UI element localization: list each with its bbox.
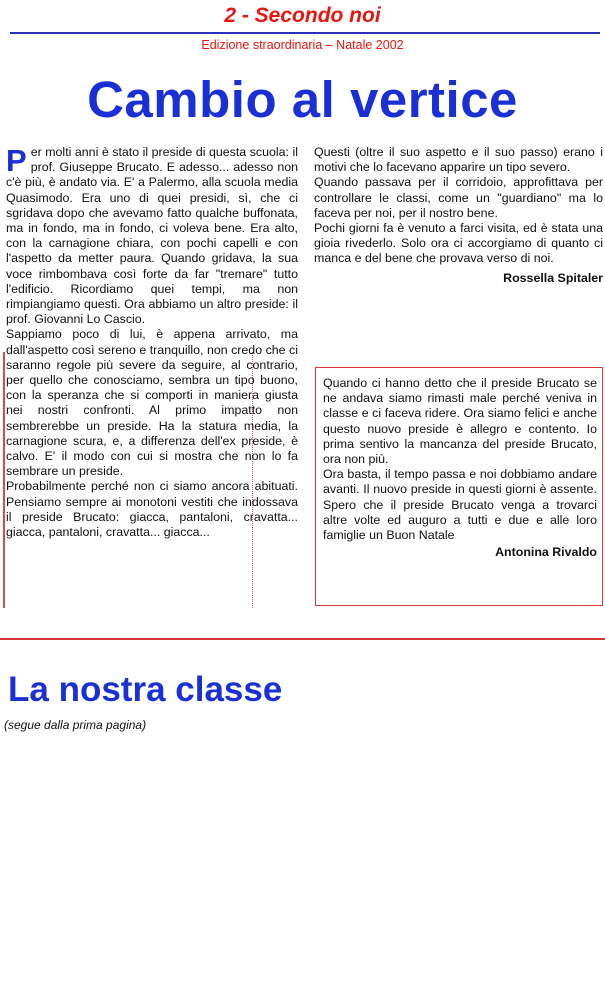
drop-cap: P: [6, 143, 27, 178]
boxed-article-author: Antonina Rivaldo: [495, 545, 597, 560]
article-author: Rossella Spitaler: [503, 270, 603, 285]
article-paragraph: Questi (oltre il suo aspetto e il suo passo) erano i motivi che lo facevano apparire un tipo severo.: [314, 145, 603, 175]
section-title: La nostra classe: [8, 670, 283, 709]
boxed-paragraph: Quando ci hanno detto che il preside Brucato se ne andava siamo rimasti male perché veniva in classe e ci faceva ridere. Ora siamo felici e anche questo nuovo preside è allegro e contento. Io prima sentivo la mancanza del preside Brucato, ora non più.: [323, 376, 597, 467]
article-paragraph: Probabilmente perché non ci siamo ancora abituati. Pensiamo sempre ai monotoni vestiti che indossava il preside Brucato: giacca, pantaloni, cravatta... giacca, pantaloni, cravatta... giacca...: [6, 479, 298, 540]
section-subtitle: (segue dalla prima pagina): [4, 718, 147, 732]
article-paragraph: Pochi giorni fa è venuto a farci visita, ed è stata una gioia rivederlo. Solo ora ci accorgiamo di quanto ci manca e del bene che provava verso di noi.: [314, 221, 603, 266]
page-header-title: 2 - Secondo noi: [224, 4, 381, 27]
article-headline: Cambio al vertice: [87, 71, 518, 128]
boxed-paragraph: Ora basta, il tempo passa e noi dobbiamo andare avanti. Il nuovo preside in questi giorni è assente. Spero che il preside Brucato venga a trovarci altre volte ed auguro a tutti e due e alle loro famiglie un Buon Natale: [323, 467, 597, 543]
boxed-article: [315, 367, 603, 606]
article-paragraph: Quando passava per il corridoio, approfittava per controllare le classi, come un "guardiano" ma lo faceva per noi, per il nostro bene.: [314, 175, 603, 220]
article-left-column: [6, 145, 298, 540]
article-right-column: [314, 145, 603, 286]
boxed-article-body: [323, 376, 597, 560]
section-divider: [0, 638, 605, 640]
edition-subtitle: Edizione straordinaria – Natale 2002: [201, 38, 404, 52]
left-column-accent-bar: [3, 352, 5, 608]
article-paragraph: Sappiamo poco di lui, è appena arrivato, ma dall'aspetto così sereno e tranquillo, non credo che ci saranno regole più severe da seguire, al contrario, per quello che conosciamo, sembra un tipo buono, con la speranza che si comporti in maniera giusta nei nostri confronti. Al primo impatto non sembrerebbe un preside. Ha la statura media, la carnagione scura, e, a differenza dell'ex preside, è calvo. E' il modo con cui si mostra che non lo fa sembrare un preside.: [6, 327, 298, 479]
article-paragraph: er molti anni è stato il preside di questa scuola: il prof. Giuseppe Brucato. E adesso... adesso non c'è più, è andato via. E' a Palermo, alla scuola media Quasimodo. Era uno di quei presidi, sì, che ci sgridava dopo che avevamo fatto qualche buffonata, ma in fondo, ma in fondo, ci voleva bene. Era alto, con la carnagione chiara, con pochi capelli e con l'aspetto da metter paura. Quando gridava, la sua voce rimbombava così forte da far "tremare" tutto l'edificio. Ricordiamo quei tempi, ma non rimpiangiamo questi. Ora abbiamo un altro preside: il prof. Giovanni Lo Cascio.: [6, 145, 298, 327]
header-divider: [10, 32, 600, 34]
